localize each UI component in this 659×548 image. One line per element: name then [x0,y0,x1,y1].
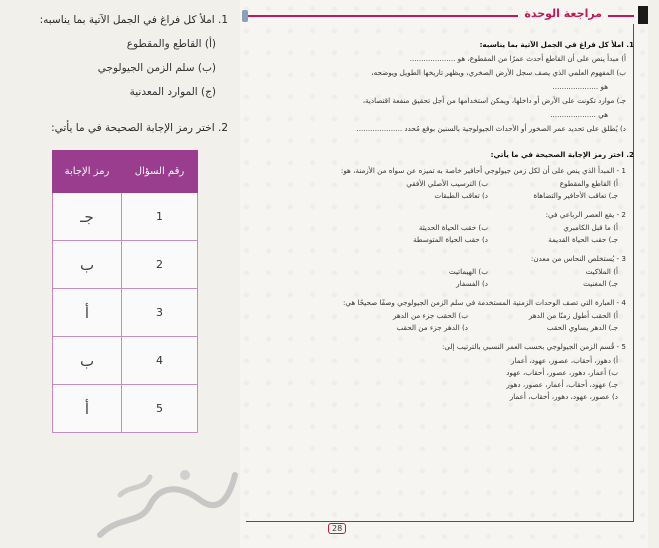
q1-answers-heading: 1. املأ كل فراغ في الجمل الآتية بما يناسبه: [39,14,228,26]
q2-stem-5: 5 - قُسم الزمن الجيولوجي بحسب العمر النسبي بالترتيب إلى: [441,342,626,351]
table-row [53,337,198,385]
table-row [53,289,198,337]
col-question-number: رقم السؤال [122,151,198,193]
q2-stem-4: 4 - العبارة التي تصف الوحدات الزمنية المستخدمة في سلم الزمن الجيولوجي وصفًا صحيحًا هي: [342,298,626,307]
row-number: 5 [122,385,198,433]
row-answer: جـ [53,193,122,241]
q2-3-option-d: د) الفسفار [456,279,488,288]
row-answer: ب [53,337,122,385]
q2-5-option-b: ب) أعمار، دهور، عصور، أحقاب، عهود [506,368,618,377]
q2-4-option-c: جـ) الدهر يساوي الحقب [546,323,618,332]
header-bar [638,6,648,24]
page-q1-item: أ) مبدأ ينص على أن القاطع أحدث عمرًا من المقطوع، هو .................... [409,54,626,63]
row-number: 4 [122,337,198,385]
table-row [53,193,198,241]
unit-review-title: مراجعة الوحدة [518,7,608,20]
q2-2-option-a: أ) ما قبل الكامبري [563,223,618,232]
page-q1-item: ب) المفهوم العلمي الذي يصف سجل الأرض الصخري، ويظهر تاريخها الطويل ويوضحه، [371,68,626,77]
q2-3-option-c: جـ) المغنيت [583,279,618,288]
q2-2-option-c: جـ) حقب الحياة القديمة [548,235,618,244]
page-q2-heading: 2. اختر رمز الإجابة الصحيحة في ما يأتي: [490,150,634,159]
table-row [53,385,198,433]
q2-stem-1: 1 - المبدأ الذي ينص على أن لكل زمن جيولوجي أحافير خاصة به تميزه عن سواه من الأزمنة، هو: [340,166,626,175]
q2-1-option-d: د) تعاقب الطبقات [434,191,488,200]
q2-1-option-b: ب) الترسيب الأصلي الأفقي [406,179,488,188]
q2-1-option-a: أ) القاطع والمقطوع [559,179,618,188]
row-number: 1 [122,193,198,241]
textbook-page [240,0,648,548]
q2-stem-3: 3 - يُستخلص النحاس من معدن: [530,254,626,263]
q2-5-option-c: جـ) عهود، أحقاب، أعمار، عصور، دهور [506,380,618,389]
row-number: 3 [122,289,198,337]
q1-answer-c: (ج) الموارد المعدنية [129,86,216,98]
page-q1-item: د) يُطلق على تحديد عمر الصخور أو الأحداث الجيولوجية بالسنين بوقع مُحدد .................... [356,124,626,133]
table-row [53,241,198,289]
watermark-signature [90,455,240,545]
q2-3-option-a: أ) الملاكيت [585,267,618,276]
q2-5-option-a: أ) دهور، أحقاب، عصور، عهود، أعمار [510,356,618,365]
row-number: 2 [122,241,198,289]
q1-answer-b: (ب) سلم الزمن الجيولوجي [97,62,216,74]
answer-table [52,150,198,433]
q2-2-option-b: ب) حقب الحياة الحديثة [418,223,488,232]
page-q1-item: هو .................... [552,82,608,91]
col-answer-symbol: رمز الإجابة [53,151,122,193]
q2-3-option-b: ب) الهيماتيت [448,267,488,276]
q2-1-option-c: جـ) تعاقب الأحافير والتضاهاة [533,191,618,200]
answer-table-header [53,151,198,193]
q2-answers-heading: 2. اختر رمز الإجابة الصحيحة في ما يأتي: [51,122,228,134]
answer-column [0,0,236,548]
page-q1-heading: 1. املأ كل فراغ في الجمل الآتية بما يناسبه: [479,40,634,49]
page-number: 28 [328,523,346,534]
row-answer: أ [53,385,122,433]
q2-4-option-b: ب) الحقب جزء من الدهر [392,311,468,320]
q2-4-option-d: د) الدهر جزء من الحقب [396,323,468,332]
page-q1-item: جـ) موارد تكونت على الأرض أو داخلها، ويمكن استخدامها من أجل تحقيق منفعة اقتصادية، [362,96,626,105]
row-answer: أ [53,289,122,337]
q2-2-option-d: د) حقب الحياة المتوسطة [413,235,488,244]
q1-answer-a: (أ) القاطع والمقطوع [126,38,216,50]
header-cap [242,10,248,22]
page-q1-item: هي .................... [550,110,608,119]
q2-5-option-d: د) عصور، عهود، دهور، أحقاب، أعمار [509,392,618,401]
row-answer: ب [53,241,122,289]
q2-stem-2: 2 - يقع العصر الرباعي في: [545,210,626,219]
q2-4-option-a: أ) الحقب أطول زمنًا من الدهر [528,311,618,320]
